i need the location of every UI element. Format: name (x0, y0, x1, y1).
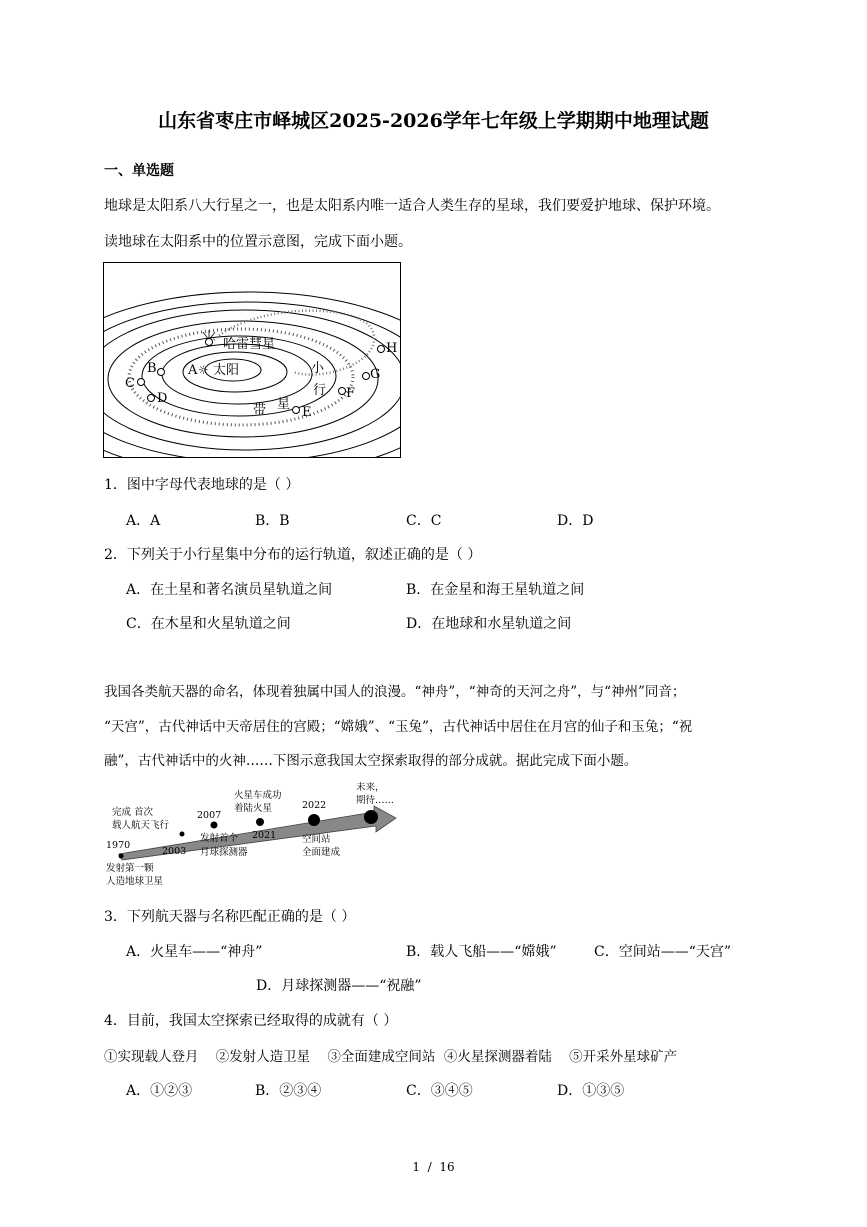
q4-option-c[interactable]: C．③④⑤ (406, 1083, 473, 1099)
dot-1970 (119, 854, 124, 859)
planet-c (138, 379, 145, 386)
belt-char-3: 带 (253, 403, 267, 418)
label-2003: 2003 (162, 846, 187, 857)
letter-f: F (346, 386, 356, 401)
comet-label: 哈雷彗星 (223, 337, 276, 352)
intro2-line2: “天宫”，古代神话中天帝居住的宫殿；“嫦娥”、“玉兔”，古代神话中居住在月宫的仙子和玉兔；“祝 (104, 719, 693, 735)
q2-stem: 2．下列关于小行星集中分布的运行轨道，叙述正确的是（ ） (104, 547, 482, 563)
label-2007-b: 月球探测器 (200, 847, 248, 858)
planet-d (148, 395, 155, 402)
space-timeline-figure (104, 782, 404, 892)
section-heading: 一、单选题 (104, 163, 174, 179)
q2-option-b[interactable]: B．在金星和海王星轨道之间 (406, 582, 585, 598)
letter-e: E (302, 405, 312, 420)
belt-char-4: 星 (277, 397, 291, 412)
dot-future (364, 810, 378, 824)
q2-option-a[interactable]: A．在土星和著名演员星轨道之间 (126, 582, 333, 598)
belt-char-1: 小 (311, 361, 325, 376)
letter-g: G (370, 367, 381, 382)
dot-2021 (256, 818, 264, 826)
label-1970-b: 人造地球卫星 (106, 876, 164, 887)
solar-system-figure (103, 262, 401, 458)
q1-option-a[interactable]: A．A (126, 513, 161, 529)
q1-option-b[interactable]: B．B (255, 513, 290, 529)
label-1970: 1970 (106, 840, 131, 851)
label-2007-a: 发射首个 (200, 833, 239, 844)
q1-option-c[interactable]: C．C (406, 513, 442, 529)
letter-h: H (386, 341, 398, 356)
label-2021: 2021 (252, 830, 277, 841)
q3-option-d[interactable]: D．月球探测器——“祝融” (256, 978, 422, 994)
label-future-b: 期待…… (356, 795, 395, 806)
planet-b (158, 369, 165, 376)
letter-c: C (125, 376, 135, 391)
intro2-line1: 我国各类航天器的命名，体现着独属中国人的浪漫。“神舟”，“神奇的天河之舟”，与“神州”同音； (104, 684, 686, 700)
label-1970-a: 发射第一颗 (106, 863, 154, 874)
dot-2003 (180, 832, 185, 837)
label-2022: 2022 (302, 800, 327, 811)
dot-2007 (211, 822, 218, 829)
q4-option-d[interactable]: D．①③⑤ (557, 1083, 625, 1099)
sun-letter: A (188, 363, 198, 378)
planet-e (293, 407, 300, 414)
q3-option-c[interactable]: C．空间站——“天宫” (594, 944, 732, 960)
label-2022-b: 全面建成 (302, 847, 341, 858)
label-2003-b: 载人航天飞行 (112, 820, 170, 831)
planet-f (339, 388, 346, 395)
comet-point (206, 339, 213, 346)
belt-char-2: 行 (313, 383, 327, 398)
page-number: 1 / 16 (412, 1160, 455, 1174)
q2-option-d[interactable]: D．在地球和水星轨道之间 (406, 616, 572, 632)
q3-option-b[interactable]: B．载人飞船——“嫦娥” (406, 944, 557, 960)
letter-b: B (147, 361, 157, 376)
q4-option-a[interactable]: A．①②③ (126, 1083, 193, 1099)
q2-option-c[interactable]: C．在木星和火星轨道之间 (126, 616, 291, 632)
label-2007: 2007 (197, 810, 222, 821)
intro2-line3: 融”，古代神话中的火神……下图示意我国太空探索取得的部分成就。据此完成下面小题。 (104, 753, 638, 769)
dot-2022 (308, 814, 320, 826)
planet-g (363, 373, 370, 380)
label-2021-b: 着陆火星 (234, 803, 273, 814)
label-future-a: 未来， (356, 782, 385, 793)
label-2003-a: 完成 首次 (112, 807, 154, 818)
q3-stem: 3．下列航天器与名称匹配正确的是（ ） (104, 909, 356, 925)
q4-option-b[interactable]: B．②③④ (255, 1083, 322, 1099)
page-title: 山东省枣庄市峄城区2025-2026学年七年级上学期期中地理试题 (158, 110, 709, 132)
q4-stem: 4．目前，我国太空探索已经取得的成就有（ ） (104, 1013, 398, 1029)
q4-items: ①实现载人登月 ②发射人造卫星 ③全面建成空间站 ④火星探测器着陆 ⑤开采外星球矿产 (104, 1049, 678, 1065)
q1-option-d[interactable]: D．D (557, 513, 594, 529)
intro1-line2: 读地球在太阳系中的位置示意图，完成下面小题。 (104, 234, 412, 250)
q1-stem: 1．图中字母代表地球的是（ ） (104, 477, 300, 493)
letter-d: D (157, 391, 168, 406)
intro1-line1: 地球是太阳系八大行星之一，也是太阳系内唯一适合人类生存的星球，我们要爱护地球、保护环境。 (104, 198, 720, 214)
sun-icon: ☼ (198, 363, 209, 377)
q3-option-a[interactable]: A．火星车——“神舟” (126, 944, 263, 960)
label-2021-a: 火星车成功 (234, 790, 282, 801)
label-2022-a: 空间站 (302, 834, 331, 845)
planet-h (378, 346, 385, 353)
sun-label: 太阳 (213, 363, 240, 378)
